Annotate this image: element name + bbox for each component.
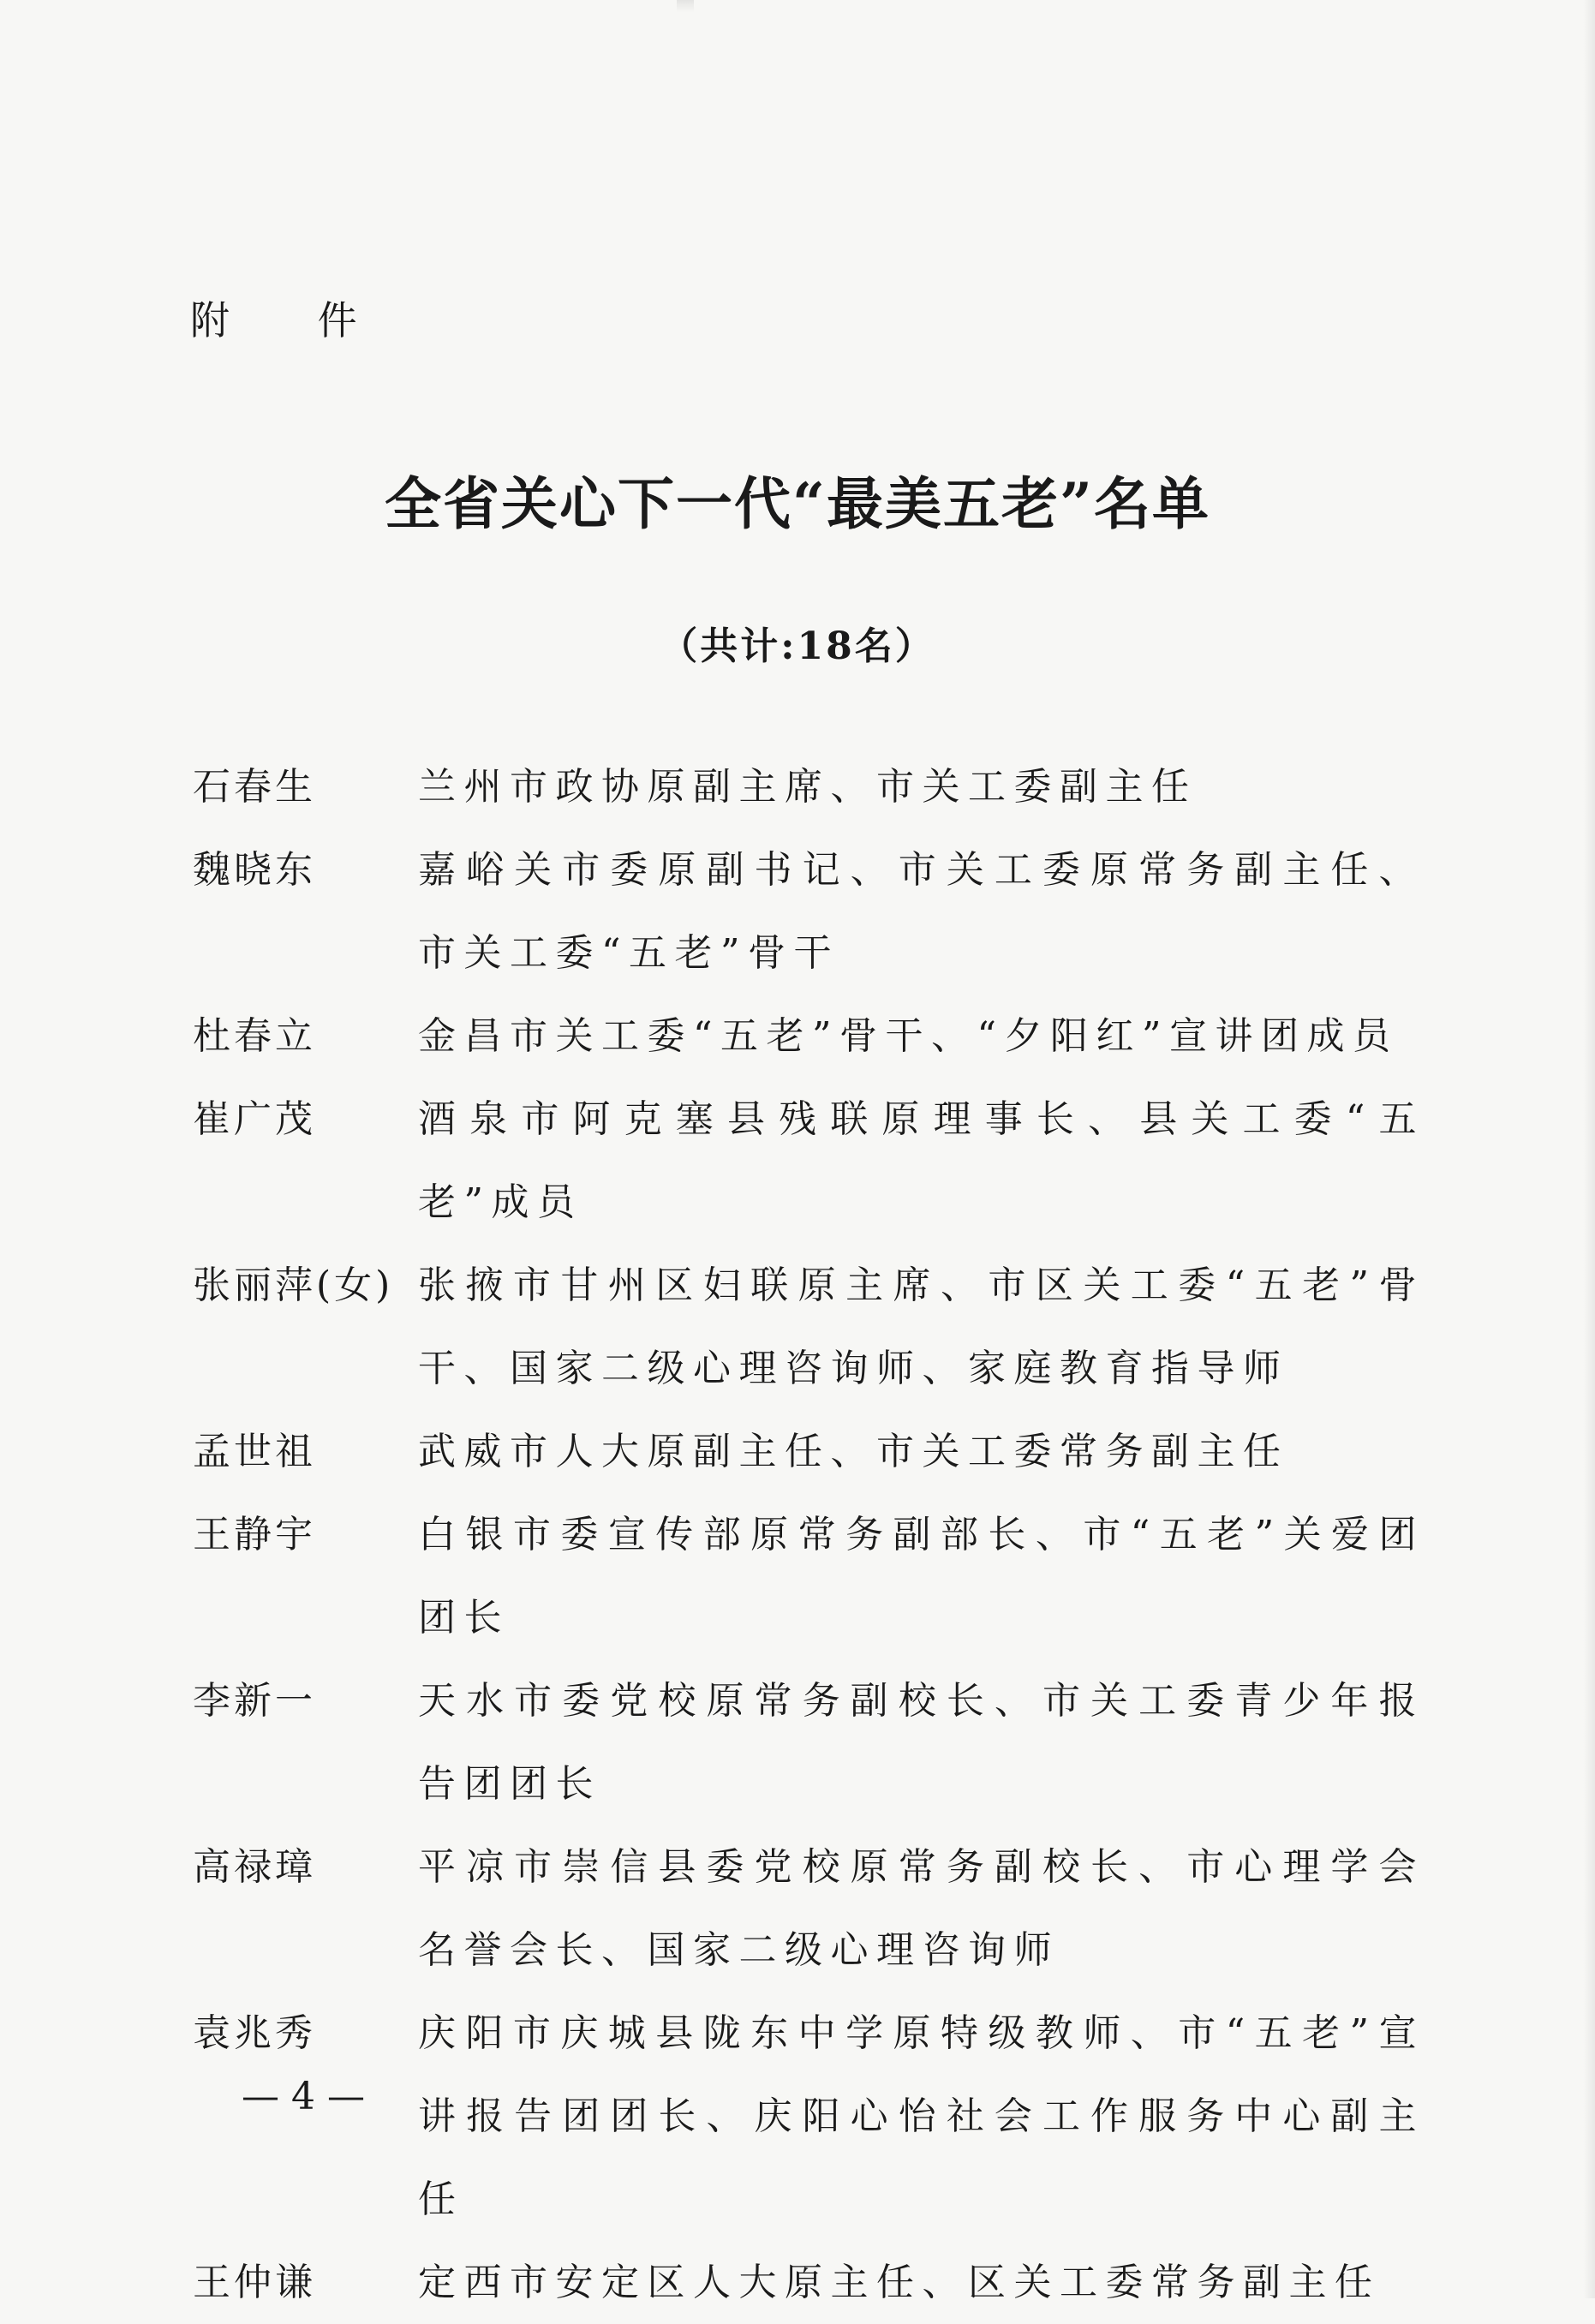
honoree-description: 酒泉市阿克塞县残联原理事长、县关工委“五老”成员 (418, 1097, 1425, 1224)
honoree-name: 孟世祖 (193, 1430, 316, 1473)
page-edge-shadow (1583, 0, 1595, 2298)
honoree-name: 崔广茂 (193, 1097, 316, 1141)
honoree-description: 金昌市关工委“五老”骨干、“夕阳红”宣讲团成员 (418, 1014, 1399, 1058)
honoree-description: 武威市人大原副主任、市关工委常务副主任 (418, 1430, 1289, 1473)
list-item (193, 745, 1426, 828)
honoree-name: 杜春立 (193, 1014, 316, 1058)
list-item (193, 1493, 1426, 1659)
honoree-name: 王仲谦 (193, 2261, 316, 2304)
list-item (193, 1410, 1426, 1493)
list-item (193, 1659, 1426, 1825)
attachment-label: 附 件 (190, 297, 395, 344)
honoree-description: 张掖市甘州区妇联原主席、市区关工委“五老”骨干、国家二级心理咨询师、家庭教育指导师 (418, 1264, 1425, 1390)
list-item (193, 2241, 1426, 2324)
honoree-name: 石春生 (193, 765, 316, 809)
honoree-name: 李新一 (193, 1679, 316, 1723)
list-item (193, 1244, 1426, 1410)
honoree-description: 兰州市政协原副主席、市关工委副主任 (418, 765, 1198, 809)
honoree-name: 张丽萍(女) (193, 1264, 394, 1307)
honoree-description: 平凉市崇信县委党校原常务副校长、市心理学会名誉会长、国家二级心理咨询师 (418, 1845, 1425, 1972)
honoree-name: 高禄璋 (193, 1845, 316, 1889)
honoree-description: 白银市委宣传部原常务副部长、市“五老”关爱团团长 (418, 1513, 1425, 1640)
list-item (193, 1992, 1426, 2241)
list-item (193, 828, 1426, 995)
honoree-name: 袁兆秀 (193, 2011, 316, 2055)
honoree-description: 定西市安定区人大原主任、区关工委常务副主任 (418, 2261, 1381, 2304)
list-item (193, 995, 1426, 1078)
document-title: 全省关心下一代“最美五老”名单 (385, 470, 1210, 537)
honoree-list (193, 745, 1426, 2324)
honoree-name: 魏晓东 (193, 848, 316, 892)
binding-mark (677, 0, 694, 12)
honoree-description: 庆阳市庆城县陇东中学原特级教师、市“五老”宣讲报告团团长、庆阳心怡社会工作服务中心副主任 (418, 2011, 1425, 2221)
honoree-description: 天水市委党校原常务副校长、市关工委青少年报告团团长 (418, 1679, 1425, 1806)
page-number: — 4 — (242, 2075, 365, 2118)
honoree-description: 嘉峪关市委原副书记、市关工委原常务副主任、市关工委“五老”骨干 (418, 848, 1425, 975)
list-item (193, 1078, 1426, 1244)
list-item (193, 1825, 1426, 1992)
honoree-name: 王静宇 (193, 1513, 316, 1556)
document-subtitle: （共计:18名） (660, 624, 935, 668)
